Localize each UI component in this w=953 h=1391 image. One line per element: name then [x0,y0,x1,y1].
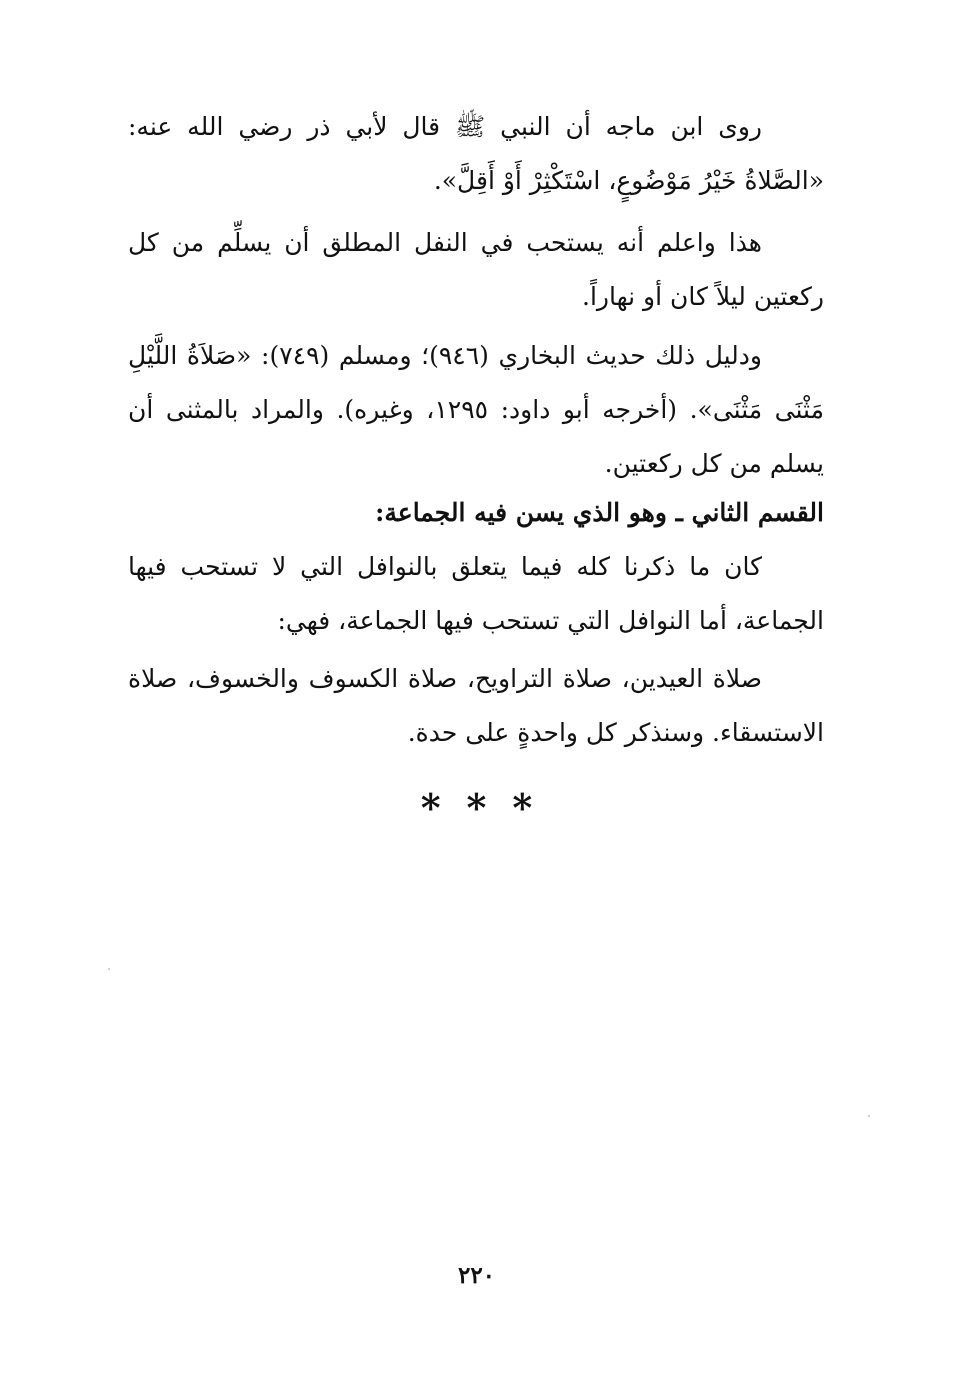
paragraph-text: كان ما ذكرنا كله فيما يتعلق بالنوافل التي لا تستحب فيها الجماعة، أما النوافل التي تستحب فيها الجماعة، فهي: [128,552,824,635]
page-number: ٢٢٠ [457,1262,496,1289]
paragraph-congregation-intro [128,540,824,648]
paragraph-nafl-salam [128,216,824,324]
paragraph-text: ودليل ذلك حديث البخاري (٩٤٦)؛ ومسلم (٧٤٩): «صَلاَةُ اللَّيْلِ مَثْنَى مَثْنَى». (أخرجه أبو داود: ١٢٩٥، وغيره). والمراد بالمثنى أن يسلم من كل ركعتين. [128,341,824,478]
paragraph-hadith-ibn-majah [128,100,824,208]
paragraph-text: هذا واعلم أنه يستحب في النفل المطلق أن يسلِّم من كل ركعتين ليلاً كان أو نهاراً. [128,228,824,311]
paragraph-text: صلاة العيدين، صلاة التراويح، صلاة الكسوف والخسوف، صلاة الاستسقاء. وسنذكر كل واحدةٍ على حدة. [128,664,824,747]
section-separator: *** [420,785,559,830]
scan-speck [868,1115,870,1117]
section-heading-text: القسم الثاني ـ وهو الذي يسن فيه الجماعة: [375,498,824,527]
paragraph-evidence [128,329,824,491]
section-heading [128,486,824,540]
paragraph-text: روى ابن ماجه أن النبي ﷺ قال لأبي ذر رضي الله عنه: «الصَّلاةُ خَيْرُ مَوْضُوعٍ، اسْتَكْثِرْ أَوْ أَقِلَّ». [128,112,824,195]
scan-speck [108,968,110,970]
paragraph-prayer-list [128,652,824,760]
